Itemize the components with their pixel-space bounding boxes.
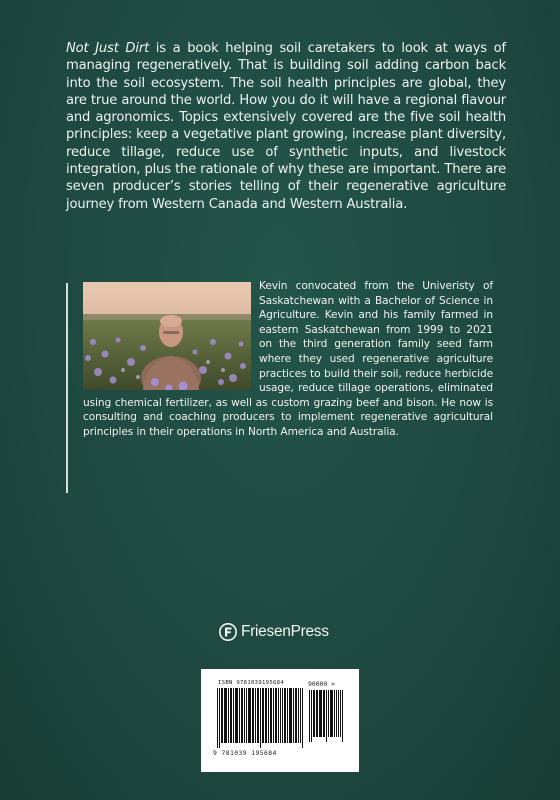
barcode-bar (244, 688, 245, 743)
barcode-bar (320, 690, 321, 737)
price-code-arrow: > (331, 680, 335, 688)
barcode-bar (309, 690, 310, 742)
barcode-bar (224, 688, 226, 743)
barcode-bar (342, 690, 343, 742)
barcode-bar (255, 688, 256, 743)
barcode-bar (249, 688, 251, 743)
barcode-bar (228, 688, 229, 743)
publisher-logo (219, 621, 329, 643)
barcode-bar (298, 688, 299, 743)
barcode-bar (290, 688, 292, 743)
barcode-bar (271, 688, 272, 743)
author-bio (83, 279, 493, 440)
barcode-digits: 9 781039 195684 (213, 749, 277, 757)
price-code-value: 90000 (308, 680, 328, 688)
isbn-barcode (201, 669, 359, 772)
barcode-bar (236, 688, 238, 743)
blurb-paragraph (66, 40, 506, 213)
barcode-bar (260, 688, 261, 748)
barcode-bar (276, 688, 277, 743)
barcode-bar (262, 688, 264, 743)
price-barcode-bars (309, 690, 343, 742)
barcode-bar (278, 688, 280, 743)
barcode-bar (336, 690, 337, 737)
price-code (308, 680, 335, 688)
barcode-bar (266, 688, 267, 743)
isbn-label: ISBN 9781039195684 (218, 680, 285, 686)
friesenpress-logo-icon (219, 623, 237, 641)
author-bio-text: Kevin convocated from the Univeristy of Saskatchewan with a Bachelor of Science in Agriculture. Kevin and his family farmed in eastern Saskatchewan from 1999 to 2021 on the third generation family seed farm where they used regenerative agriculture practices to build their soil, reduce herbicide usage, reduce tillage operations, eliminated using chemical fertilizer, as well as custom grazing beef and bison. He now is consulting and coaching producers to implement regenerative agricultural principles in their operations in North America and Australia. (83, 280, 493, 438)
barcode-bar (314, 690, 315, 737)
photo-spacer (83, 279, 259, 391)
blurb-text: is a book helping soil caretakers to look at ways of managing regeneratively. That is building soil adding carbon back into the soil ecosystem. The soil health principles are global, they are true around the world. How you do it will have a regional flavour and agronomics. Topics extensively covered are the five soil health principles: keep a vegetative plant growing, increase plant diversity, reduce tillage, reduce use of synthetic inputs, and livestock integration, plus the rationale of why these are important. There are seven producer’s stories telling of their regenerative agriculture journey from Western Canada and Western Australia. (66, 41, 506, 212)
barcode-bar (293, 688, 294, 743)
barcode-bar (239, 688, 240, 743)
barcode-bar (217, 688, 218, 748)
barcode-bar (302, 688, 303, 748)
barcode-bar (282, 688, 283, 743)
barcode-bar (222, 688, 223, 743)
bio-vertical-rule (66, 283, 68, 493)
publisher-name: FriesenPress (241, 623, 329, 640)
book-title: Not Just Dirt (66, 41, 150, 56)
barcode-bar (332, 690, 333, 737)
barcode-bar (326, 690, 327, 742)
barcode-bar (287, 688, 288, 743)
barcode-bar (330, 690, 332, 737)
barcode-bar (338, 690, 339, 737)
barcode-bar (311, 690, 312, 742)
barcode-bars (217, 688, 303, 748)
barcode-bar (316, 690, 318, 737)
barcode-bar (233, 688, 234, 743)
